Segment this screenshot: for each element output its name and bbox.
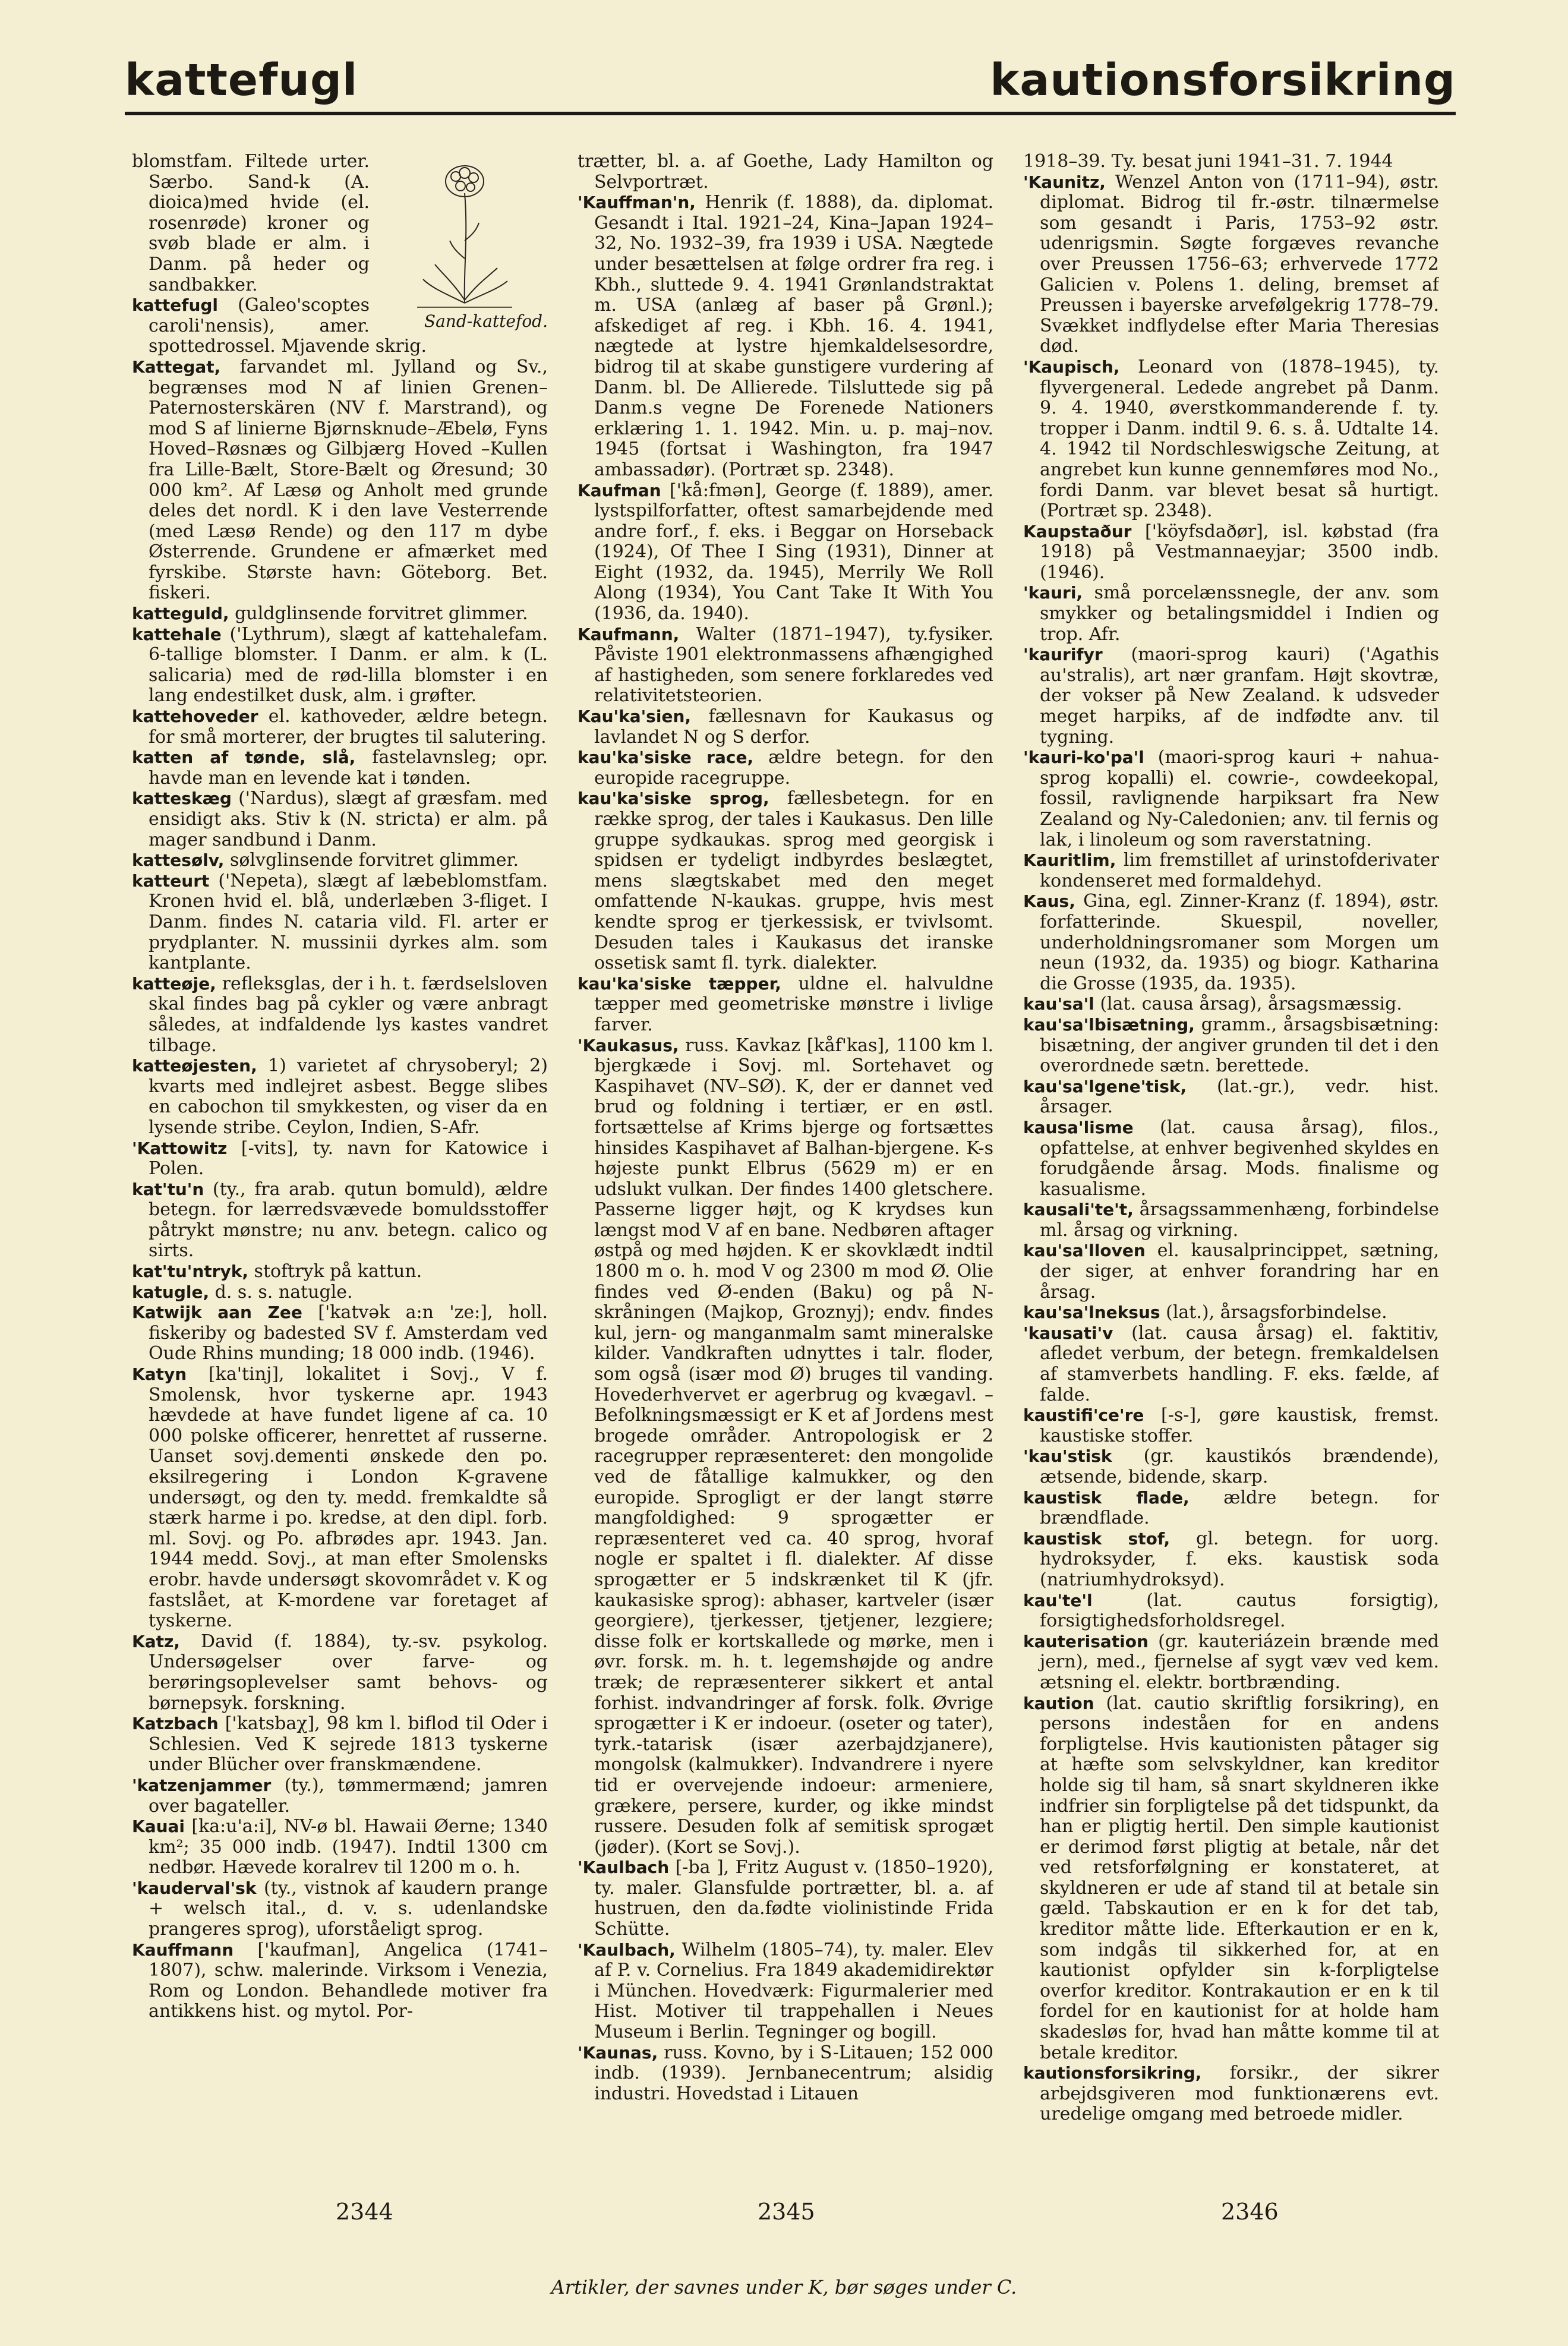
- dictionary-entry: [1023, 1015, 1439, 1077]
- entry-headword: 'kauri-ko'pa'l: [1023, 748, 1144, 768]
- entry-text: ('Nepeta), slægt af læbeblomstfam. Kronen hvid el. blå, underlæben 3-fliget. I Danm. findes N. cataria vild. Fl. arter er prydplanter. N. mussinii dyrkes alm. som kantplante.: [149, 870, 548, 974]
- dictionary-entry: [1023, 1405, 1439, 1446]
- entry-text: russ. Kovno, by i S-Litauen; 152 000 indb. (1939). Jernbanecentrum; alsidig industri. Hovedstad i Litauen: [594, 2042, 993, 2104]
- dictionary-entry: [578, 2043, 993, 2105]
- entry-text: (maori-sprog kauri) ('Agathis au'stralis), art nær granfam. Højt skovtræ, der vokser på New Zealand. k udsveder meget harpiks, af de indfødte anv. til tygning.: [1040, 644, 1439, 748]
- header-left-word: kattefugl: [125, 55, 358, 106]
- entry-text: Wilhelm (1805–74), ty. maler. Elev af P. v. Cornelius. Fra 1849 akademidirektør i München. Hovedværk: Figurmalerier med Hist. Motiver til trappehallen i Neues Museum i Berlin. Tegninger og bogill.: [594, 1939, 993, 2043]
- entry-headword: 'katzenjammer: [132, 1775, 272, 1795]
- entry-headword: kau'sa'lloven: [1023, 1241, 1146, 1261]
- entry-text: d. s. s. natugle.: [214, 1281, 353, 1303]
- entry-text: stoftryk på kattun.: [254, 1261, 422, 1282]
- entry-headword: 'kau'stisk: [1023, 1446, 1112, 1467]
- entry-headword: kausali'te't,: [1023, 1200, 1134, 1220]
- dictionary-entry: [132, 1940, 548, 2022]
- entry-text: Gina, egl. Zinner-Kranz (f. 1894), østr. forfatterinde. Skuespil, noveller, underholdningsromaner som Morgen um neun (1932, da. 1935) og biogr. Katharina die Grosse (1935, da. 1935).: [1040, 891, 1439, 994]
- entry-text: (lat.), årsagsforbindelse.: [1166, 1302, 1387, 1323]
- entry-headword: katteurt: [132, 871, 210, 891]
- entry-headword: kauterisation: [1023, 1631, 1149, 1651]
- dictionary-entry: [1023, 172, 1439, 357]
- entry-headword: kau'sa'lbisætning,: [1023, 1014, 1195, 1035]
- entry-headword: kattehoveder: [132, 707, 258, 727]
- entry-text: ['katvək a:n 'ze:], holl. fiskeriby og badested SV f. Amsterdam ved Oude Rhins munding; 18 000 indb. (1946).: [149, 1302, 548, 1364]
- entry-text: el. kausalprincippet, sætning, der siger, at enhver forandring har en årsag.: [1040, 1240, 1439, 1303]
- dictionary-entry: [1023, 583, 1439, 645]
- entry-headword: katten af tønde, slå,: [132, 748, 356, 768]
- entry-text: Wenzel Anton von (1711–94), østr. diplomat. Bidrog til fr.-østr. tilnærmelse som gesandt i Paris, 1753–92 østr. udenrigsmin. Søgte forgæves revanche over Preussen 1756–63; erhvervede 1772 Galicien v. Polens 1. deling, bremset af Preussen i bayerske arvefølgekrig 1778–79. Svækket indflydelse efter Maria Theresias død.: [1040, 171, 1439, 357]
- entry-headword: Kauffmann: [132, 1940, 234, 1960]
- entry-text: ['köyfsdaðør], isl. købstad (fra 1918) på Vestmannaeyjar; 3500 indb. (1946).: [1040, 521, 1439, 583]
- dictionary-entry: [1023, 1077, 1439, 1118]
- entry-text: 1918–39. Ty. besat juni 1941–31. 7. 1944: [1023, 152, 1393, 172]
- sand-kattefod-illustration: [376, 152, 548, 330]
- dictionary-entry: [1023, 1323, 1439, 1405]
- dictionary-entry: [132, 1282, 548, 1303]
- entry-text: årsagssammenhæng, forbindelse ml. årsag og virkning.: [1040, 1199, 1439, 1241]
- entry-headword: kat'tu'n: [132, 1179, 204, 1199]
- entry-text: (lat. cautus forsigtig), forsigtighedsforholdsregel.: [1040, 1590, 1439, 1632]
- column-3-entries: [1023, 152, 1439, 2125]
- column-3: [1023, 152, 1439, 2142]
- dictionary-entry: [578, 193, 993, 480]
- entry-headword: kattehale: [132, 624, 222, 644]
- entry-headword: Kauai: [132, 1817, 185, 1837]
- dictionary-entry: [1023, 1118, 1439, 1200]
- entry-headword: kat'tu'ntryk,: [132, 1262, 248, 1282]
- dictionary-entry: [1023, 1591, 1439, 1632]
- entry-headword: Kaufman: [578, 480, 661, 500]
- dictionary-entry: [1023, 1446, 1439, 1487]
- dictionary-entry: [132, 1632, 548, 1714]
- page-number-middle: 2345: [758, 2199, 815, 2225]
- entry-headword: kau'sa'l: [1023, 994, 1094, 1014]
- entry-headword: kaustisk flade,: [1023, 1487, 1190, 1508]
- entry-headword: kattesølv,: [132, 850, 225, 871]
- entry-headword: Kaufmann,: [578, 624, 680, 644]
- entry-headword: kautionsforsikring,: [1023, 2063, 1202, 2083]
- dictionary-entry: [132, 748, 548, 789]
- figure-caption: Sand-kattefod.: [424, 311, 548, 332]
- entry-headword: Kaus,: [1023, 891, 1075, 912]
- column-2-entries: [578, 152, 993, 2104]
- entry-text: Walter (1871–1947), ty.fysiker. Påviste 1901 elektronmassens afhængighed af hastigheden, som senere forklaredes ved relativitetsteorien.: [594, 623, 993, 707]
- entry-text: små porcelænssnegle, der anv. som smykker og betalingsmiddel i Indien og trop. Afr.: [1040, 582, 1439, 645]
- dictionary-entry: [578, 1036, 993, 1858]
- entry-text: forsikr., der sikrer arbejdsgiveren mod funktionærens evt. uredelige omgang med betroede midler.: [1040, 2063, 1439, 2125]
- entry-headword: Katz,: [132, 1631, 180, 1651]
- entry-headword: Kau'ka'sien,: [578, 707, 692, 727]
- entry-headword: kaution: [1023, 1693, 1094, 1713]
- entry-text: gl. betegn. for uorg. hydroksyder, f. eks. kaustisk soda (natriumhydroksyd).: [1040, 1528, 1439, 1590]
- entry-headword: katugle,: [132, 1282, 210, 1302]
- entry-text: Henrik (f. 1888), da. diplomat. Gesandt i Ital. 1921–24, Kina–Japan 1924–32, No. 1932–39, fra 1939 i USA. Nægtede under besættelsen at følge ordrer fra reg. i Kbh., sluttede 9. 4. 1941 Grønlandstraktat m. USA (anlæg af baser på Grønl.); afskediget af reg. i Kbh. 16. 4. 1941, nægtede at lystre hjemkaldelsesordre, bidrog til at skabe gunstigere vurdering af Danm. bl. De Allierede. Tilsluttede sig på Danm.s vegne De Forenede Nationers erklæring 1. 1. 1942. Min. u. p. maj–nov. 1945 (fortsat i Washington, fra 1947 ambassadør). (Portræt sp. 2348).: [594, 192, 993, 480]
- entry-text: trætter, bl. a. af Goethe, Lady Hamilton og Selvportræt.: [578, 152, 993, 193]
- dictionary-entry: [1023, 357, 1439, 522]
- entry-text: [ka'tinj], lokalitet i Sovj., V f. Smolensk, hvor tyskerne apr. 1943 hævdede at have fundet ligene af ca. 10 000 polske officerer, henrettet af russerne. Uanset sovj.dementi ønskede den po. eksilregering i London K-gravene undersøgt, og den ty. medd. fremkaldte så stærk harme i po. kredse, at den dipl. forb. ml. Sovj. og Po. afbrødes apr. 1943. Jan. 1944 medd. Sovj., at man efter Smolensks erobr. havde undersøgt skovområdet v. K og fastslået, at K-mordene var foretaget af tyskerne.: [149, 1364, 548, 1632]
- dictionary-entry: [132, 1817, 548, 1878]
- entry-text: Leonard von (1878–1945), ty. flyvergeneral. Ledede angrebet på Danm. 9. 4. 1940, øverstkommanderende f. ty. tropper i Danm. indtil 9. 6. s. å. Udtalte 14. 4. 1942 til Nordschleswigsche Zeitung, at angrebet kun kunne gennemføres mod No., fordi Danm. var blevet besat så hurtigt. (Portræt sp. 2348).: [1040, 356, 1439, 522]
- dictionary-entry: [132, 604, 548, 625]
- dictionary-entry: [132, 850, 548, 871]
- entry-headword: 'Kaunitz,: [1023, 172, 1106, 192]
- dictionary-entry: [1023, 748, 1439, 850]
- entry-headword: 'kauri,: [1023, 583, 1083, 603]
- entry-headword: Kattegat,: [132, 357, 221, 377]
- dictionary-entry: [132, 789, 548, 850]
- dictionary-entry: [1023, 891, 1439, 994]
- entry-text: (lat. cautio skriftlig forsikring), en persons indeståen for en andens forpligtelse. Hvis kautionisten påtager sig at hæfte som selvskyldner, kan kreditor holde sig til ham, så snart skyldneren ikke indfrier sin forpligtelse på det tidspunkt, da han er pligtig hertil. Den simple kautionist er derimod først pligtig at betale, når det ved retsforfølgning er konstateret, at skyldneren er ude af stand til at betale sin gæld. Tabskaution er en k for det tab, kreditor måtte lide. Efterkaution er en k, som indgås til sikkerhed for, at en kautionist opfylder sin k-forpligtelse overfor kreditor. Kontrakaution er en k til fordel for en kautionist for at holde ham skadesløs for, hvad han måtte komme til at betale kreditor.: [1040, 1692, 1439, 2063]
- entry-headword: 'Kaupisch,: [1023, 357, 1120, 377]
- dictionary-entry: [1023, 2063, 1439, 2125]
- entry-text: uldne el. halvuldne tæpper med geometriske mønstre i livlige farver.: [594, 973, 993, 1035]
- entry-text: [ka:u'a:i], NV-ø bl. Hawaii Øerne; 1340 km²; 35 000 indb. (1947). Indtil 1300 cm nedbør. Hævede koralrev til 1200 m o. h.: [149, 1816, 548, 1878]
- entry-text: (ty., fra arab. qutun bomuld), ældre betegn. for lærredsvævede bomuldsstoffer påtrykt mønstre; nu anv. betegn. calico og sirts.: [149, 1178, 548, 1262]
- entry-text: fastelavnsleg; opr. havde man en levende kat i tønden.: [149, 747, 548, 789]
- dictionary-entry: [1023, 1694, 1439, 2064]
- entry-headword: Kaupstaður: [1023, 521, 1132, 541]
- entry-text: [-s-], gøre kaustisk, fremst. kaustiske stoffer.: [1040, 1405, 1439, 1446]
- entry-headword: 'Kaunas,: [578, 2042, 658, 2063]
- entry-headword: kau'te'l: [1023, 1590, 1093, 1610]
- entry-text: ('Lythrum), slægt af kattehalefam. 6-tallige blomster. I Danm. er alm. k (L. salicaria) med de rød-lilla blomster i en lang endestilket dusk, alm. i grøfter.: [149, 623, 548, 707]
- dictionary-entry: [1023, 152, 1439, 172]
- entry-text: (ty., vistnok af kaudern prange + welsch ital., d. v. s. udenlandske prangeres sprog), uforståeligt sprog.: [149, 1877, 548, 1940]
- dictionary-entry: [132, 1056, 548, 1138]
- entry-headword: kau'ka'siske race,: [578, 748, 754, 768]
- entry-text: lim fremstillet af urinstofderivater kondenseret med formaldehyd.: [1040, 850, 1439, 891]
- column-1: [132, 152, 548, 2142]
- entry-text: David (f. 1884), ty.-sv. psykolog. Undersøgelser over farve- og berøringsoplevelser samt behovs- og børnepsyk. forskning.: [149, 1631, 548, 1714]
- dictionary-entry: [1023, 850, 1439, 891]
- entry-headword: Katyn: [132, 1364, 187, 1385]
- entry-text: el. kathoveder, ældre betegn. for små morterer, der brugtes til salutering.: [149, 706, 548, 748]
- dictionary-entry: [578, 789, 993, 973]
- dictionary-entry: [1023, 1529, 1439, 1591]
- entry-text: ['katsbaχ], 98 km l. biflod til Oder i Schlesien. Ved K sejrede 1813 tyskerne under Blücher over franskmændene.: [149, 1713, 548, 1776]
- dictionary-entry: [132, 1776, 548, 1817]
- entry-text: (lat. causa årsag), filos., opfattelse, at enhver begivenhed skyldes en forudgående årsag. Mods. finalisme og kasualisme.: [1040, 1117, 1439, 1200]
- entry-text: (ty.), tømmermænd; jamren over bagateller.: [149, 1774, 548, 1817]
- entry-text: blomstfam. Filtede urter. Særbo. Sand-k (A. dioica)med hvide (el. rosenrøde) kroner og svøb blade er alm. i Danm. på heder og sandbakker.: [132, 152, 370, 295]
- dictionary-entry: [1023, 994, 1439, 1015]
- entry-headword: kau'ka'siske tæpper,: [578, 973, 781, 994]
- dictionary-entry: [132, 1303, 548, 1364]
- dictionary-entry: [1023, 1303, 1439, 1323]
- running-header: [125, 46, 1456, 115]
- entry-headword: 'Kauffman'n,: [578, 193, 696, 213]
- entry-text: 1) varietet af chrysoberyl; 2) kvarts med indlejret asbest. Begge slibes en cabochon til smykkesten, og viser da en lysende stribe. Ceylon, Indien, S-Afr.: [149, 1055, 548, 1138]
- entry-text: (lat. causa årsag) el. faktitiv, afledet verbum, der betegn. fremkaldelsen af stamverbets handling. F. eks. fælde, af falde.: [1040, 1322, 1439, 1405]
- entry-text: gramm., årsagsbisætning: bisætning, der angiver grunden til det i den overordnede sætn. berettede.: [1040, 1014, 1439, 1077]
- dictionary-entry: [578, 152, 993, 193]
- dictionary-entry: [578, 1940, 993, 2043]
- entry-headword: kaustifi'ce're: [1023, 1405, 1144, 1426]
- dictionary-entry: [578, 1858, 993, 1940]
- entry-headword: Katwijk aan Zee: [132, 1303, 302, 1323]
- entry-headword: 'kaurifyr: [1023, 645, 1103, 665]
- entry-text: refleksglas, der i h. t. færdselsloven skal findes bag på cykler og være anbragt således, at indfaldende lys kastes vandret tilbage.: [149, 973, 548, 1056]
- flower-drawing: [376, 152, 548, 312]
- dictionary-entry: [1023, 1241, 1439, 1303]
- entry-headword: kau'sa'lgene'tisk,: [1023, 1076, 1187, 1096]
- dictionary-entry: [132, 357, 548, 604]
- dictionary-entry: [1023, 645, 1439, 748]
- entry-headword: katteguld,: [132, 604, 229, 624]
- entry-headword: kau'ka'siske sprog,: [578, 789, 769, 809]
- entry-headword: 'Kattowitz: [132, 1138, 228, 1158]
- entry-text: ('Nardus), slægt af græsfam. med ensidigt aks. Stiv k (N. stricta) er alm. på mager sandbund i Danm.: [149, 788, 548, 850]
- dictionary-entry: [132, 1714, 548, 1776]
- entry-headword: katteøjesten,: [132, 1056, 257, 1076]
- entry-text: fællesbetegn. for en række sprog, der tales i Kaukasus. Den lille gruppe sydkaukas. sprog med georgisk i spidsen er tydeligt indbyrdes beslægtet, mens slægtskabet med den meget omfattende N-kaukas. gruppe, hvis mest kendte sprog er tjerkessisk, er tvivlsomt. Desuden tales i Kaukasus det iranske ossetisk samt fl. tyrk. dialekter.: [594, 788, 993, 974]
- entry-headword: katteskæg: [132, 789, 232, 809]
- entry-text: ældre betegn. for brændflade.: [1040, 1487, 1439, 1529]
- dictionary-entry: [578, 974, 993, 1036]
- entry-headword: kattefugl: [132, 295, 219, 316]
- dictionary-entry: [578, 748, 993, 789]
- page-number-right: 2346: [1221, 2199, 1279, 2225]
- entry-text: fællesnavn for Kaukasus og lavlandet N og S derfor.: [594, 706, 993, 748]
- entry-headword: Katzbach: [132, 1714, 219, 1734]
- dictionary-entry: [1023, 1488, 1439, 1529]
- dictionary-entry: [132, 871, 548, 974]
- entry-text: [-ba ], Fritz August v. (1850–1920), ty. maler. Glansfulde portrætter, bl. a. af hustruen, den da.fødte violinistinde Frida Schütte.: [594, 1857, 993, 1940]
- column-2: [578, 152, 993, 2142]
- header-right-word: kautionsforsikring: [990, 55, 1456, 106]
- entry-headword: 'Kaulbach,: [578, 1940, 676, 1960]
- entry-text: ['kå:fmən], George (f. 1889), amer. lystspilforfatter, oftest samarbejdende med andre forf., f. eks. i Beggar on Horseback (1924), Of Thee I Sing (1931), Dinner at Eight (1932, da. 1945), Merrily We Roll Along (1934), You Cant Take It With You (1936, da. 1940).: [594, 480, 993, 625]
- entry-headword: kaustisk stof,: [1023, 1528, 1171, 1549]
- dictionary-entry: [578, 625, 993, 707]
- entry-text: (lat. causa årsag), årsagsmæssig.: [1100, 994, 1402, 1015]
- column-1-entries: [132, 152, 548, 2022]
- entry-text: (gr. kauteriázein brænde med jern), med., fjernelse af sygt væv ved kem. ætsning el. elektr. bortbrænding.: [1040, 1631, 1439, 1693]
- dictionary-entry: [132, 1139, 548, 1180]
- dictionary-entry: [132, 625, 548, 707]
- dictionary-entry: [132, 974, 548, 1056]
- entry-text: guldglinsende forvitret glimmer.: [235, 603, 528, 625]
- entry-text: (maori-sprog kauri + nahua-sprog kopalli) el. cowrie-, cowdeekopal, fossil, ravlignende harpiksart fra New Zealand og Ny-Caledonien; anv. til fernis og lak, i linoleum og som raverstatning.: [1040, 747, 1439, 850]
- entry-headword: 'kausati'v: [1023, 1323, 1113, 1343]
- dictionary-entry: [132, 1364, 548, 1632]
- dictionary-entry: [1023, 522, 1439, 584]
- entry-text: (lat.-gr.), vedr. hist. årsager.: [1040, 1076, 1439, 1118]
- footer-note: Artikler, der savnes under K, bør søges under C.: [551, 2276, 1017, 2298]
- entry-text: farvandet ml. Jylland og Sv., begrænses mod N af linien Grenen–Paternosterskären (NV f. Marstrand), og mod S af linierne Bjørnsknude–Æbelø, Fyns Hoved–Røsnæs og Gilbjærg Hoved –Kullen fra Lille-Bælt, Store-Bælt og Øresund; 30 000 km². Af Læsø og Anholt med grunde deles det nordl. K i den lave Vesterrende (med Læsø Rende) og den 117 m dybe Østerrende. Grundene er afmærket med fyrskibe. Største havn: Göteborg. Bet. fiskeri.: [149, 356, 548, 604]
- dictionary-entry: [132, 1878, 548, 1940]
- entry-headword: 'kauderval'sk: [132, 1878, 257, 1898]
- dictionary-entry: [132, 707, 548, 748]
- dictionary-entry: [578, 481, 993, 625]
- dictionary-entry: [578, 707, 993, 748]
- entry-text: sølvglinsende forvitret glimmer.: [229, 850, 519, 871]
- entry-headword: Kauritlim,: [1023, 850, 1116, 871]
- entry-text: russ. Kavkaz [kåf'kas], 1100 km l. bjergkæde i Sovj. ml. Sortehavet og Kaspihavet (NV–SØ). K, der er dannet ved brud og foldning i tertiær, er en østl. fortsættelse af Krims bjerge og fortsættes hinsides Kaspihavet af Balhan-bjergene. K-s højeste punkt Elbrus (5629 m) er en udslukt vulkan. Der findes 1400 gletschere. Passerne ligger højt, og K krydses kun længst mod V af en bane. Nedbøren aftager østpå og med højden. K er skovklædt indtil 1800 m o. h. mod V og 2300 m mod Ø. Olie findes ved Ø-enden (Baku) og på N-skråningen (Majkop, Groznyj); endv. findes kul, jern- og manganmalm samt mineralske kilder. Vandkraften udnyttes i talr. floder, som også (især mod Ø) bruges til vanding. Hovederhvervet er agerbrug og kvægavl. – Befolkningsmæssigt er K et af Jordens mest brogede områder. Antropologisk er 2 racegrupper repræsenteret: den mongolide ved de fåtallige kalmukker, og den europide. Sprogligt er der langt større mangfoldighed: 9 sprogætter er repræsenteret ved ca. 40 sprog, hvoraf nogle er spaltet i fl. dialekter. Af disse sprogætter er 5 indskrænket til K (jfr. kaukasiske sprog): abhaser, kartveler (især georgiere), tjerkesser, tjetjener, lezgiere; disse folk er kortskallede og mørke, men i øvr. forsk. m. h. t. legemshøjde og andre træk; de repræsenterer sikkert et antal forhist. indvandringer af forsk. folk. Øvrige sprogætter i K er indoeur. (oseter og tater), tyrk.-tatarisk (især azerbajdzjanere), mongolsk (kalmukker). Indvandrere i nyere tid er overvejende indoeur: armeniere, grækere, persere, kurder, og ikke mindst russere. Desuden folk af semitisk sprogæt (jøder). (Kort se Sovj.).: [594, 1035, 993, 1858]
- entry-headword: kau'sa'lneksus: [1023, 1303, 1160, 1323]
- page-number-left: 2344: [336, 2199, 393, 2225]
- dictionary-entry: [1023, 1632, 1439, 1694]
- entry-text: ['kaufman], Angelica (1741–1807), schw. malerinde. Virksom i Venezia, Rom og London. Behandlede motiver fra antikkens hist. og mytol. Por-: [149, 1939, 548, 2022]
- entry-text: (Galeo'scoptes caroli'nensis), amer. spottedrossel. Mjavende skrig.: [149, 295, 427, 357]
- dictionary-entry: [132, 1262, 548, 1282]
- entry-text: [-vits], ty. navn for Katowice i Polen.: [149, 1137, 548, 1180]
- entry-text: (gr. kaustikós brændende), ætsende, bidende, skarp.: [1040, 1446, 1439, 1487]
- entry-headword: 'Kaukasus,: [578, 1035, 679, 1055]
- entry-headword: 'Kaulbach: [578, 1858, 670, 1878]
- entry-text: ældre betegn. for den europide racegruppe.: [594, 747, 993, 789]
- entry-headword: kausa'lisme: [1023, 1117, 1134, 1137]
- entry-headword: katteøje,: [132, 973, 216, 994]
- dictionary-entry: [132, 1180, 548, 1262]
- dictionary-entry: [1023, 1200, 1439, 1241]
